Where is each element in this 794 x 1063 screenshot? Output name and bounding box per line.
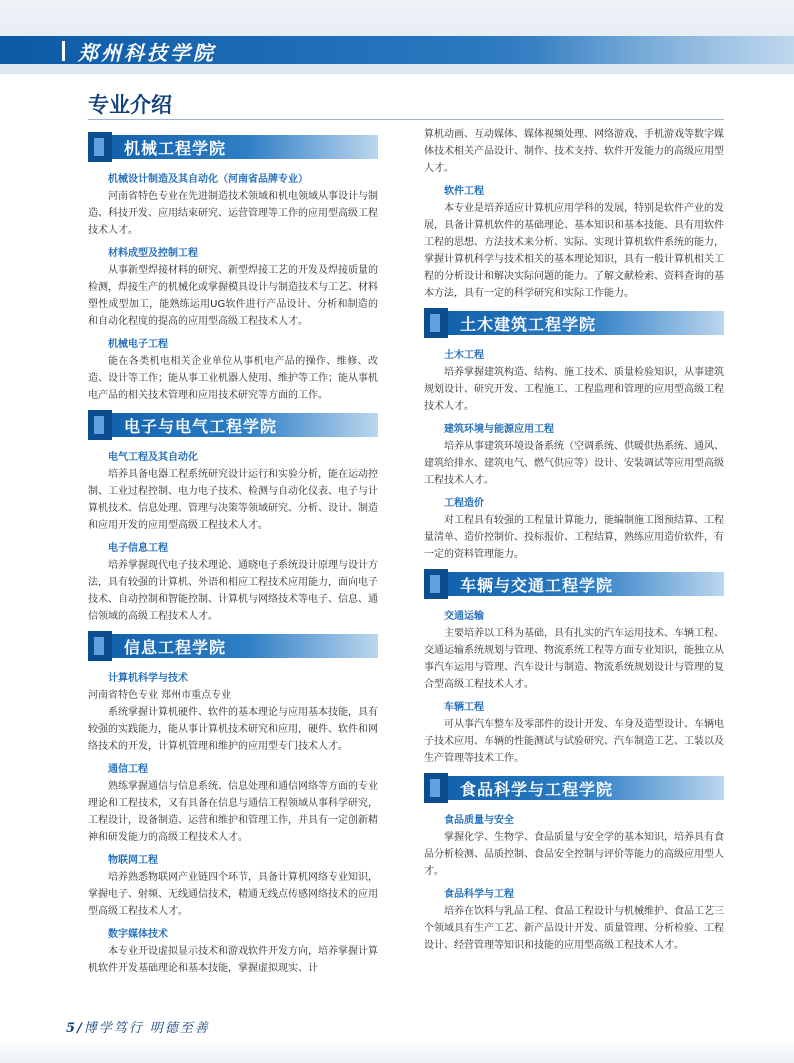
major-title: 物联网工程 bbox=[108, 855, 158, 866]
college-header-civil bbox=[424, 308, 724, 338]
major-title: 交通运输 bbox=[444, 611, 484, 622]
major-description: 培养掌握现代电子技术理论、通晓电子系统设计原理与设计方法，具有较强的计算机、外语和相应工程技术应用能力，面向电子技术、自动控制和智能控制、计算机与网络技术等电子、信息、通信领域的高级工程技术人才。 bbox=[88, 560, 378, 622]
major-title: 软件工程 bbox=[444, 186, 484, 197]
major-title: 车辆工程 bbox=[444, 702, 484, 713]
school-logo-mark bbox=[62, 41, 72, 61]
major-title: 计算机科学与技术 bbox=[108, 673, 188, 684]
major-description: 能在各类机电相关企业单位从事机电产品的操作、维修、改造、设计等工作；能从事工业机器人使用、维护等工作；能从事机电产品的相关技术管理和应用技术研究等方面的工作。 bbox=[88, 356, 378, 401]
major-description: 可从事汽车整车及零部件的设计开发、车身及造型设计、车辆电子技术应用、车辆的性能测试与试验研究、汽车制造工艺、工装以及生产管理等技术工作。 bbox=[424, 719, 724, 764]
major-title: 机械设计制造及其自动化（河南省品牌专业） bbox=[108, 174, 308, 185]
college-title: 信息工程学院 bbox=[124, 638, 227, 657]
major-title: 电子信息工程 bbox=[108, 543, 168, 554]
major-title: 土木工程 bbox=[444, 350, 484, 361]
major-title: 食品质量与安全 bbox=[444, 815, 514, 826]
major-description: 熟练掌握通信与信息系统、信息处理和通信网络等方面的专业理论和工程技术，又有具备在信息与通信工程领域从事科学研究，工程设计，设备制造、运营和维护和管理工作，并具有一定创新精神和研发能力的高级工程技术人才。 bbox=[88, 781, 378, 843]
college-title: 土木建筑工程学院 bbox=[460, 315, 597, 334]
college-title: 车辆与交通工程学院 bbox=[460, 576, 614, 595]
major-title: 材料成型及控制工程 bbox=[108, 248, 198, 259]
major-description: 掌握化学、生物学、食品质量与安全学的基本知识，培养具有食品分析检测、品质控制、食品安全控制与评价等能力的高级应用型人才。 bbox=[424, 832, 724, 877]
major-description: 培养具备电器工程系统研究设计运行和实验分析，能在运动控制、工业过程控制、电力电子技术、检测与自动化仪表、电子与计算机技术、信息处理、管理与决策等领域研究、分析、设计、制造和应用开发的应用型高级工程技术人才。 bbox=[88, 469, 378, 531]
major-title: 电气工程及其自动化 bbox=[108, 452, 198, 463]
major-title: 建筑环境与能源应用工程 bbox=[444, 424, 554, 435]
major-title: 数字媒体技术 bbox=[108, 929, 168, 940]
major-description: 对工程具有较强的工程量计算能力，能编制施工图预结算、工程量清单、造价控制价、投标报价、工程结算，熟练应用造价软件，有一定的资料管理能力。 bbox=[424, 515, 724, 560]
right-column bbox=[424, 126, 724, 954]
college-header-food bbox=[424, 773, 724, 803]
college-header-information bbox=[88, 631, 378, 661]
school-name: 郑州科技学院 bbox=[78, 41, 216, 65]
major-note: 河南省特色专业 郑州市重点专业 bbox=[88, 690, 232, 701]
college-header-mechanical bbox=[88, 132, 378, 162]
major-description: 系统掌握计算机硬件、软件的基本理论与应用基本技能，具有较强的实践能力，能从事计算机技术研究和应用，硬件、软件和网络技术的开发，计算机管理和维护的应用型专门技术人才。 bbox=[88, 707, 378, 752]
footer-band bbox=[0, 1040, 794, 1063]
page-title: 专业介绍 bbox=[88, 93, 172, 117]
title-divider bbox=[88, 119, 724, 120]
major-title: 机械电子工程 bbox=[108, 339, 168, 350]
footer-motto: 博学笃行 明德至善 bbox=[83, 1021, 210, 1036]
major-description: 培养熟悉物联网产业链四个环节，具备计算机网络专业知识，掌握电子、射频、无线通信技术，精通无线点传感网络技术的应用型高级工程技术人才。 bbox=[88, 872, 378, 917]
major-description: 主要培养以工科为基础，具有扎实的汽车运用技术、车辆工程、交通运输系统规划与管理、物流系统工程等方面专业知识，能独立从事汽车运用与管理、汽车设计与制造、物流系统规划设计与管理的复合型高级工程技术人才。 bbox=[424, 628, 724, 690]
header-band bbox=[0, 0, 794, 74]
major-description: 河南省特色专业在先进制造技术领域和机电领域从事设计与制造、科技开发、应用结束研究、运营管理等工作的应用型高级工程技术人才。 bbox=[88, 191, 378, 236]
major-description: 培养掌握建筑构造、结构、施工技术、质量检验知识，从事建筑规划设计、研究开发、工程施工、工程监理和管理的应用型高级工程技术人才。 bbox=[424, 367, 724, 412]
major-description: 本专业开设虚拟显示技术和游戏软件开发方向，培养掌握计算机软件开发基础理论和基本技能，掌握虚拟现实、计 bbox=[88, 946, 378, 974]
major-title: 通信工程 bbox=[108, 764, 148, 775]
major-description: 培养在饮料与乳品工程、食品工程设计与机械维护、食品工艺三个领域具有生产工艺、新产品设计开发、质量管理、分析检验、工程设计、经营管理等知识和技能的应用型高级工程技术人才。 bbox=[424, 906, 724, 951]
major-description-continued: 算机动画、互动媒体、媒体视频处理、网络游戏、手机游戏等数字媒体技术相关产品设计、制作、技术支持、软件开发能力的高级应用型人才。 bbox=[424, 129, 724, 174]
footer bbox=[66, 1017, 210, 1036]
college-header-vehicle bbox=[424, 569, 724, 599]
college-title: 食品科学与工程学院 bbox=[460, 780, 614, 799]
left-column bbox=[88, 126, 378, 977]
major-title: 工程造价 bbox=[444, 498, 484, 509]
major-description: 从事新型焊接材料的研究、新型焊接工艺的开发及焊接质量的检测，焊接生产的机械化或掌握模具设计与制造技术与工艺、材料塑性成型加工，能熟练运用UG软件进行产品设计、分析和制造的和自动化程度的提高的应用型高级工程技术人才。 bbox=[88, 265, 378, 327]
page-number: 5/ bbox=[66, 1021, 84, 1036]
major-title: 食品科学与工程 bbox=[444, 889, 514, 900]
major-description: 培养从事建筑环境设备系统（空调系统、供暖供热系统、通风、建筑给排水、建筑电气、燃气供应等）设计、安装调试等应用型高级工程技术人才。 bbox=[424, 441, 724, 486]
college-header-electrical bbox=[88, 410, 378, 440]
college-title: 机械工程学院 bbox=[124, 139, 227, 158]
major-description: 本专业是培养适应计算机应用学科的发展，特别是软件产业的发展，具备计算机软件的基础理论、基本知识和基本技能、具有用软件工程的思想、方法技术来分析、实际、实现计算机软件系统的能力，掌握计算机科学与技术相关的基本理论知识，具有一般计算机相关工程的分析设计和解决实际问题的能力。了解文献检索、资料查询的基本方法，具有一定的科学研究和实际工作能力。 bbox=[424, 203, 724, 299]
college-title: 电子与电气工程学院 bbox=[124, 417, 278, 436]
